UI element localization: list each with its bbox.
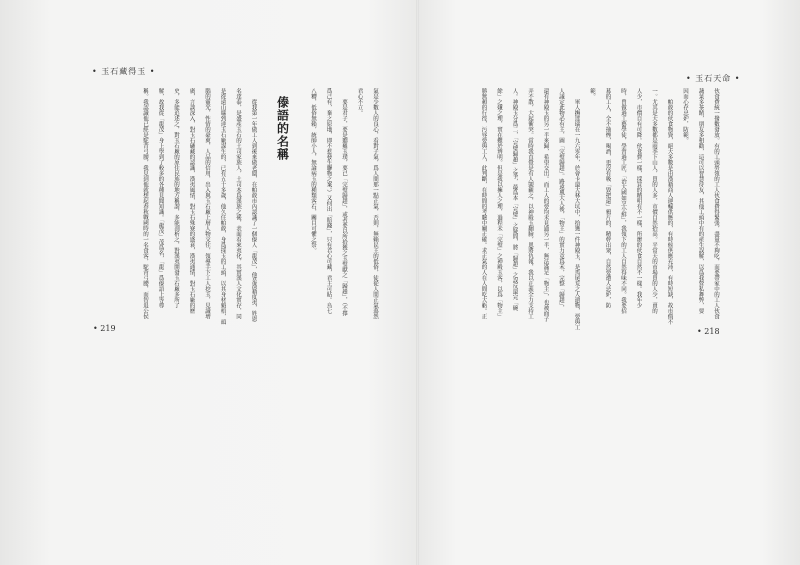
- text-column: 八糟，低俗無賴，統帥小人，無論病玉的種類客石，關目可懼之祭。: [310, 88, 316, 253]
- text-column: 爲己有，棄之原地，即不惹發生聯物之案。）又何出「賠錢」，只有君心可藏，君主可貼。烏七: [325, 88, 332, 314]
- text-column: 人。神殿玉分爲二，「完璧歸趙」之爭，最爲本「完璧」之疑問，將「歸趙」之誤反還完「碗: [511, 88, 518, 311]
- text-column: 弄不散，大起衝突。當時我直覺是有人覬覦之，以神殿玉翻臉，恩將仇報，我以正義全力支持工: [527, 88, 533, 319]
- text-column: 餘」之嫌之理，實在難於辨明。但是我以擁人之理，過程未「完璧」之神殿玉客，以爲「物主」: [496, 88, 502, 319]
- text-column: 名達泰，是盛產玉石的土司家族人，土司本爲漢族之後，表面看來夷化，其實漢人文化實存，同: [235, 88, 241, 319]
- text-column: 史，多能追述之，對玉石廠的原住民族的地方稱謂，多能剖析之，對漢夷開發玉石廠多所了: [173, 88, 179, 308]
- paragraph: [305, 88, 352, 334]
- text-column: 腦的靈光，性情的豪爽，人品的信用，出入與玉石廠上層人物交往，領導手下工人挖玉，見識增: [204, 88, 210, 319]
- text-column: 因而心存忌妒，防範。: [682, 88, 688, 143]
- text-column: 君心不立。: [356, 88, 363, 116]
- section-heading: 傣語的名稱: [275, 96, 290, 161]
- text-column: 要是君子，要是聽羅玉璞，要已「完璧歸趙」，或者要以所拾獲之玉璧獻之「歸趙」，（不擇: [341, 99, 347, 317]
- text-column: 伙食費統一撥數發放。有的工頭勞領的工人伙食費得緊張，盡量不夠吃，而要帶家中的工人伙食: [713, 88, 719, 319]
- page-number-right: • 218: [697, 327, 720, 336]
- running-head-right: • 玉石天命 •: [686, 74, 741, 83]
- text-column: 範。: [589, 88, 595, 99]
- text-column: 從我第一年做工人到後來做老闆，在帕敢市內認識了一個傣人「龍茂」，他是漢籍度夷，姓恩: [250, 99, 257, 322]
- text-column: 廣，言談深入，對玉石礦藏的認識，漢夷風情，對玉石殊寮的盛衰，漢夷通情，對玉石廠的歷: [188, 88, 195, 314]
- text-column: 人議定此物必有主，圖「完璧歸趙」。路遠風大人後，「物主」的實力竟爲禾，完整「歸趙」，: [558, 88, 564, 311]
- paragraph: [351, 88, 382, 334]
- text-column: 勝無頼的行徑，污辱要與工人，此判斷，在時間的考驗中屬正確。求正氣的人在人間吃大虧。正: [480, 88, 487, 319]
- book-gutter: [416, 0, 419, 565]
- left-page-text: [137, 88, 383, 334]
- text-column: 是從遠山縣到達玉石廠謀生的，已有五十多歲，他久住帕敢，身爲採玉的工頭，以其身材魁梧，頭: [219, 88, 226, 325]
- text-column: 軍人撫達瑞在一九六零年，於會卡還大林大坑中，拾獲一件神殿玉，是馬尾荒之人遺物，要與工: [573, 99, 580, 330]
- paragraph: [475, 88, 584, 334]
- text-column: 還有神殿玉的另一半來歸，希望交出。而工人的要均未見過另一半，無法滿足「物主」，也被面子: [542, 88, 549, 322]
- text-column: 募的工人，全不抽煙，喝酒，更沒有吸「毀把還」鴉片的，精幹出衆，自然要遭人忌妒，防: [604, 88, 611, 308]
- text-column: 一。尤其是大多數都是雨季下山人，買的人多，市價自然抬高。平常天的市場買的人少，賣的: [651, 88, 657, 314]
- paragraph: [584, 88, 677, 334]
- running-head-left: • 玉石藏得玉 •: [92, 67, 156, 76]
- text-column: 蔬菜多茶餚，朋友多相勸，這可以智慧待友，其他工頭中有的產生誤解，以爲我營私舞弊，要: [697, 88, 704, 314]
- text-column: 稱。我認識他已經是駝背弓腰，我見到他就想起春秋戰國時的一名食客，駝背弓腰，而智退公侯: [142, 88, 148, 319]
- text-column: 時，曾做過工藝學徒，學習過工匠，「治大國如烹小鮮」，我領下的工人自然得味不同。我要招: [620, 88, 626, 314]
- text-column: 氣是少數人的良心，看對子氣，爲人間那一點正氣，否則，無賴民主的低俗，徒從人間正氣蕩然: [372, 88, 378, 319]
- paragraph: [677, 88, 724, 334]
- text-column: 解，故我從「龍茂」身上學到了較多的各種見聞知識。「龍茂」茂爲名，「龍」爲傣語上等尊: [157, 88, 164, 308]
- text-column: 人少，市價自有可降。伙食費一樣，採買的精明有不一樣，所辦的伙食自然不一樣。我年少: [635, 88, 642, 308]
- page-number-left: • 219: [93, 324, 116, 333]
- right-page-text: [475, 88, 723, 334]
- text-column: 帕敢的伙食物資，絕大多數是由漢籍商人運輸供應的，有時候供應充沛，有時短缺，故市價不: [666, 99, 673, 325]
- paragraph: [137, 88, 261, 334]
